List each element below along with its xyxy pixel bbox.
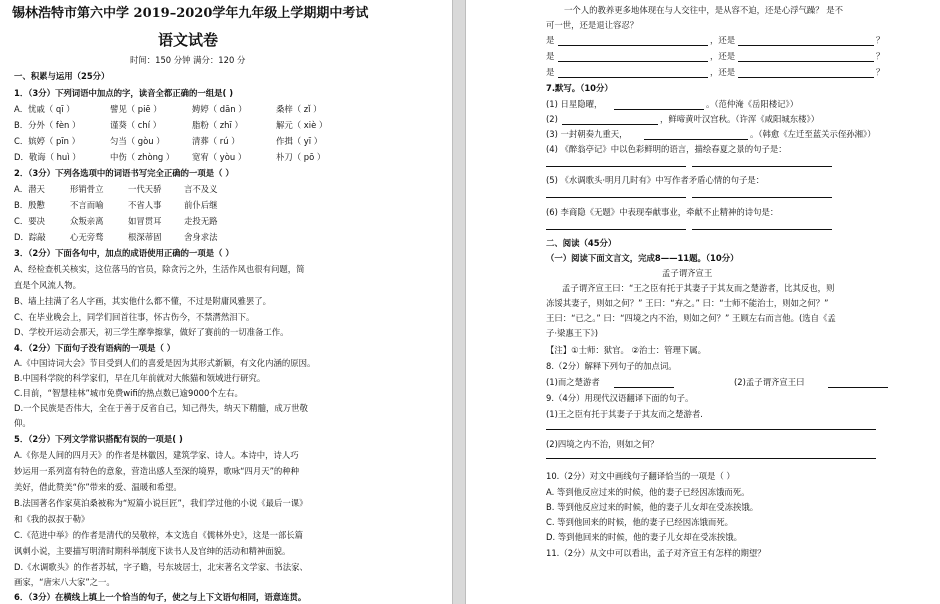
q5-line: 画家，“唐宋八大家”之一。 <box>14 577 115 587</box>
q2-option: 言不及义 <box>184 184 218 194</box>
q5-line: 讽刺小说，主要描写明清时期科举制度下读书人及官绅的活动和精神面貌。 <box>14 546 291 556</box>
q5-stem: 5．（2分）下列文学常识搭配有误的一项是( ) <box>14 434 183 444</box>
fill-suffix: ？ <box>876 35 885 45</box>
q1-option: B．分外（ fèn ） <box>14 120 81 130</box>
q2-option: 一代天骄 <box>128 184 162 194</box>
q8-item-1: (1)而之楚游者 <box>546 377 600 387</box>
fill-prefix: 是 <box>546 51 555 61</box>
q3-stem: 3．（2分）下面各句中，加点的成语使用正确的一项是（ ） <box>14 248 234 258</box>
q2-option: C．要决 <box>14 216 45 226</box>
q10-option: A. 等到他反应过来的时候，他的妻子已经因冻饿而死。 <box>546 487 750 497</box>
answer-line[interactable] <box>738 61 874 62</box>
answer-line[interactable] <box>562 124 658 125</box>
q1-option: 宽宥（ yòu ） <box>192 152 247 162</box>
fill-suffix: ？ <box>876 51 885 61</box>
q1-option: A．忧戚（ qī ） <box>14 104 75 114</box>
passage-line: 王曰：“已之。” 曰：“四境之内不治，则如之何？” 王顾左右而言他。(选自《孟 <box>546 313 836 323</box>
left-page <box>0 0 452 604</box>
q10-option: C. 等到他回来的时候，他的妻子已经因冻饿而死。 <box>546 517 734 527</box>
answer-line[interactable] <box>738 45 874 46</box>
q2-option: D．踪敲 <box>14 232 46 242</box>
q7-item-3: (3) 一封朝奏九重天， <box>546 129 628 139</box>
q8-item-2: (2)孟子谓齐宣王曰 <box>734 377 805 387</box>
q2-option: 心无旁骛 <box>70 232 104 242</box>
q1-option: 譬见（ piē ） <box>110 104 162 114</box>
q4-line: 仰。 <box>14 418 31 428</box>
q5-line: C.《范进中举》的作者是清代的吴敬梓，本文选自《儒林外史》，这是一部长篇 <box>14 530 304 540</box>
q2-option: B．殷懃 <box>14 200 45 210</box>
answer-line[interactable] <box>692 229 832 230</box>
answer-line[interactable] <box>614 387 674 388</box>
q1-option: D．敬诲（ huì ） <box>14 152 81 162</box>
q2-option: 众叛亲离 <box>70 216 104 226</box>
q2-option: 形销骨立 <box>70 184 104 194</box>
q2-option: 走投无路 <box>184 216 218 226</box>
q1-option: 桑梓（ zǐ ） <box>276 104 322 114</box>
q1-option: 朴刀（ pō ） <box>276 152 326 162</box>
q2-option: 不言而喻 <box>70 200 104 210</box>
answer-line[interactable] <box>546 197 686 198</box>
q1-option: 谨葵（ chí ） <box>110 120 162 130</box>
answer-line[interactable] <box>558 77 708 78</box>
q2-option: 不省人事 <box>128 200 162 210</box>
q2-option: 舍身求法 <box>184 232 218 242</box>
q4-line: D.一个民族是否伟大，全在于善于反省自己，知己得失，纳天下精髓，成万世敬 <box>14 403 308 413</box>
passage-title: 孟子谓齐宣王 <box>662 268 713 278</box>
q7-item-3-source: 。（韩愈《左迁至蓝关示侄孙湘》） <box>750 129 876 139</box>
answer-line[interactable] <box>692 166 832 167</box>
answer-line[interactable] <box>692 197 832 198</box>
q7-item-6: (6) 李商隐《无题》中表现奉献事业，牵献不止精神的诗句是： <box>546 207 779 217</box>
q4-line: A.《中国诗词大会》节目受到人们的喜爱是因为其形式新颖，有文化内涵的原因。 <box>14 358 316 368</box>
q4-line: C.目前，“智慧桂林”城市免费wifi的热点数已逾9000个左右。 <box>14 388 243 398</box>
fill-prefix: 是 <box>546 67 555 77</box>
q1-stem: 1．（3分）下列词语中加点的字，读音全都正确的一组是( ) <box>14 88 234 98</box>
q6-stem: 6．（3分）在横线上填上一个恰当的句子，使之与上下文语句相同，语意连贯。 <box>14 592 307 602</box>
fill-suffix: ？ <box>876 67 885 77</box>
intro-line: 一个人的教养更多地体现在与人交往中，是从容不迫，还是心浮气躁？ 是不 <box>564 5 844 15</box>
reading-sub-heading: （一）阅读下面文言文，完成8——11题。（10分） <box>546 253 739 263</box>
answer-line[interactable] <box>546 429 876 430</box>
q9-stem: 9.（4分）用现代汉语翻译下面的句子。 <box>546 393 694 403</box>
exam-title: 锡林浩特市第六中学 2019–2020学年九年级上学期期中考试 <box>12 6 369 21</box>
q5-line: D.《水调歌头》的作者苏轼，字子瞻，号东坡居士，北宋著名文学家、书法家、 <box>14 562 308 572</box>
q4-line: B.中国科学院的科学家们，早在几年前就对大熊猫和领域进行研究。 <box>14 373 266 383</box>
q2-option: 前仆后继 <box>184 200 218 210</box>
q1-option: 解元（ xiè ） <box>276 120 328 130</box>
answer-line[interactable] <box>828 387 888 388</box>
q1-option: 中伤（ zhòng ） <box>110 152 175 162</box>
q7-item-4: (4) 《醉翁亭记》中以色彩鲜明的语言，描绘春夏之景的句子是： <box>546 144 787 154</box>
q7-item-1: (1) 日星隐曜， <box>546 99 603 109</box>
q1-option: 脂粉（ zhī ） <box>192 120 243 130</box>
answer-line[interactable] <box>614 109 704 110</box>
q9-item-1: (1)王之臣有托于其妻子于其友而之楚游者. <box>546 409 703 419</box>
section-2-heading: 二、阅读（45分） <box>546 238 617 248</box>
q9-item-2: (2)四境之内不治，则如之何？ <box>546 439 659 449</box>
q1-option: 清葬（ rú ） <box>192 136 240 146</box>
q3-line: D、学校开运动会那天，初三学生摩拳擦掌，做好了赛前的一切准备工作。 <box>14 327 289 337</box>
q5-line: 妙运用一系列富有特色的意象，营造出感人至深的境界，歌咏“四月天”的种种 <box>14 466 300 476</box>
passage-line: 子·梁惠王下》) <box>546 328 598 338</box>
answer-line[interactable] <box>558 61 708 62</box>
q5-line: 和《我的叔叔于勒》 <box>14 514 90 524</box>
q10-stem: 10.（2分）对文中画线句子翻译恰当的一项是（ ） <box>546 471 735 481</box>
q1-option: C．嫔婷（ pīn ） <box>14 136 80 146</box>
q1-option: 匀当（ gòu ） <box>110 136 165 146</box>
page-gutter <box>452 0 466 604</box>
q3-line: A、经检查机关核实，这位落马的官员，除贪污之外，生活作风也很有问题，简 <box>14 264 305 274</box>
q2-option: 根深蒂固 <box>128 232 162 242</box>
q7-item-1-source: 。（范仲淹《岳阳楼记》） <box>706 99 799 109</box>
q3-line: 直是个风流人物。 <box>14 280 81 290</box>
right-page <box>466 0 940 604</box>
q1-option: 作揖（ yī ） <box>276 136 323 146</box>
q10-option: D. 等到他回来的时候，他的妻子儿女却在受冻挨饿。 <box>546 532 743 542</box>
q5-line: 美好，借此赞美“你”带来的爱、温暖和希望。 <box>14 482 182 492</box>
intro-line: 可一世，还是退让容忍？ <box>546 20 639 30</box>
q7-item-5: (5) 《水调歌头·明月几时有》中写作者矛盾心情的句子是： <box>546 175 765 185</box>
answer-line[interactable] <box>644 139 748 140</box>
q3-line: C、在毕业晚会上，同学们回首往事，怀古伤今，不禁潸然泪下。 <box>14 312 255 322</box>
section-1-heading: 一、积累与运用（25分） <box>14 71 110 81</box>
answer-line[interactable] <box>546 166 686 167</box>
q7-item-2: (2) <box>546 114 558 124</box>
exam-info: 时间：150 分钟 满分：120 分 <box>130 55 246 65</box>
passage-notes: 【注】①士师：狱官。 ②治士：管理下属。 <box>546 345 707 355</box>
q10-option: B. 等到他反应过来的时候，他的妻子儿女却在受冻挨饿。 <box>546 502 759 512</box>
q2-option: 如冒贯耳 <box>128 216 162 226</box>
answer-line[interactable] <box>558 45 708 46</box>
passage-line: 冻馁其妻子，则如之何？” 王曰：“弃之。” 曰：“士师不能治士，则如之何？” <box>546 298 829 308</box>
fill-middle: ，还是 <box>710 51 736 61</box>
fill-prefix: 是 <box>546 35 555 45</box>
q2-option: A．潜天 <box>14 184 45 194</box>
q1-option: 娉婷（ dān ） <box>192 104 247 114</box>
q11-stem: 11.（2分）从文中可以看出，孟子对齐宣王有怎样的期望？ <box>546 548 766 558</box>
q2-stem: 2．（3分）下列各选项中的词语书写完全正确的一项是（ ） <box>14 168 234 178</box>
answer-line[interactable] <box>546 458 876 459</box>
passage-line: 孟子谓齐宣王曰：“王之臣有托于其妻子于其友而之楚游者，比其反也，则 <box>562 283 835 293</box>
fill-middle: ，还是 <box>710 35 736 45</box>
answer-line[interactable] <box>738 77 874 78</box>
q8-stem: 8.（2分）解释下列句子的加点词。 <box>546 361 677 371</box>
q3-line: B、墙上挂满了名人字画，其实他什么都不懂，不过是附庸风雅罢了。 <box>14 296 271 306</box>
fill-middle: ，还是 <box>710 67 736 77</box>
q7-stem: 7.默写。（10分） <box>546 83 613 93</box>
exam-subtitle: 语文试卷 <box>158 31 219 49</box>
q5-line: A.《你是人间的四月天》的作者是林徽因，建筑学家、诗人。本诗中，诗人巧 <box>14 450 299 460</box>
q5-line: B.法国著名作家莫泊桑被称为“短篇小说巨匠”，我们学过他的小说《最后一课》 <box>14 498 308 508</box>
q4-stem: 4．（2分）下面句子没有语病的一项是（ ） <box>14 343 176 353</box>
answer-line[interactable] <box>546 229 686 230</box>
q7-item-2-source: ，鲜啼黄叶汉宫秋。（许浑《咸阳城东楼》） <box>660 114 820 124</box>
